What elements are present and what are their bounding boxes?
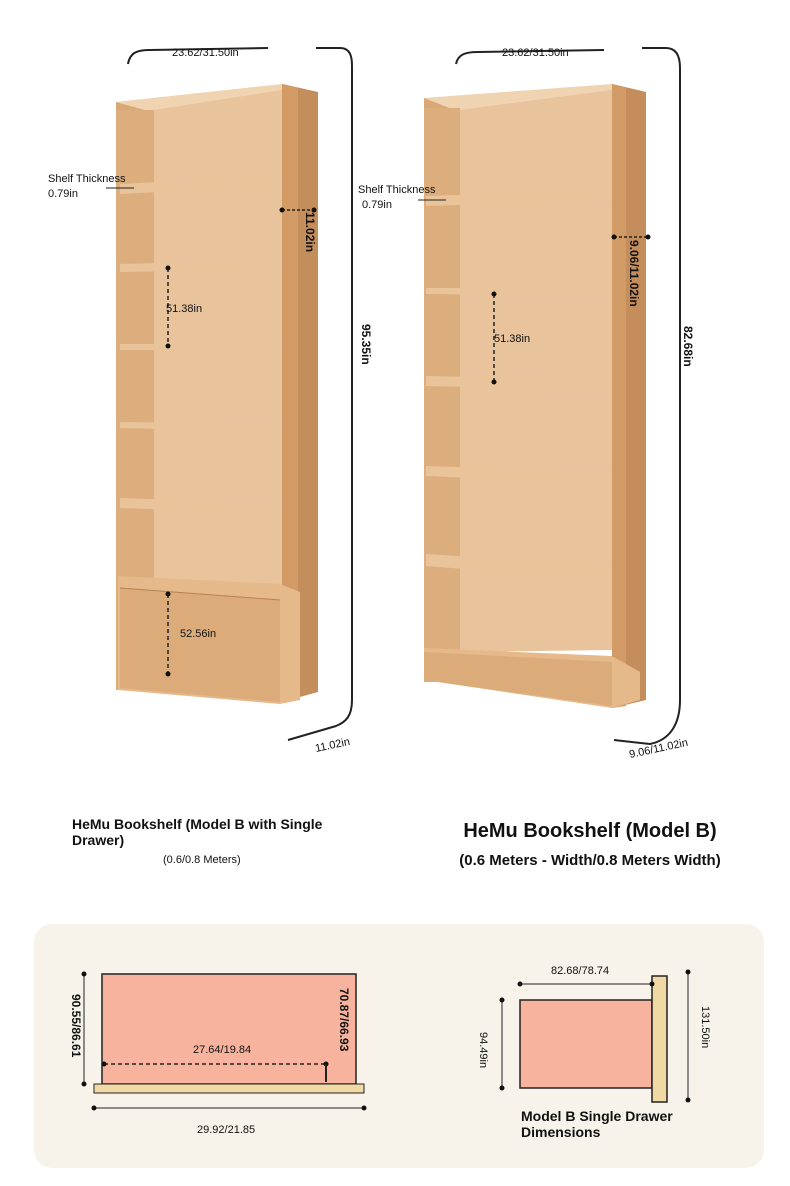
model-a-drawer-height-text: 52.56in	[180, 628, 217, 640]
model-a-shelf-gap-text: 51.38in	[166, 303, 203, 315]
model-b-shelf-gap-text: 51.38in	[494, 333, 531, 345]
model-a-caption-title: HeMu Bookshelf (Model B with Single Drawer)	[72, 816, 323, 848]
model-a-caption-sub: (0.6/0.8 Meters)	[163, 854, 241, 866]
drawer-right-height-text: 70.87/66.93	[337, 988, 351, 1052]
drawer-side-view	[500, 970, 691, 1103]
model-b-width-text: 23.62/31.50in	[502, 47, 569, 59]
drawer-side-top-width-text: 82.68/78.74	[551, 965, 610, 977]
model-a-height-text: 95.35in	[359, 324, 373, 365]
model-b-caption-sub: (0.6 Meters - Width/0.8 Meters Width)	[459, 852, 721, 869]
model-b-height-text: 82.68in	[681, 326, 695, 367]
model-a-width-text: 23.62/31.50in	[172, 47, 239, 59]
model-b-caption-title: HeMu Bookshelf (Model B)	[463, 820, 717, 842]
model-b-depth-bottom-text: 9.06/11.02in	[628, 736, 690, 761]
model-a-shelf-thickness-label: Shelf Thickness	[48, 173, 126, 185]
model-b-shelf-thickness-value: 0.79in	[362, 199, 392, 211]
bookshelf-model-a	[116, 84, 318, 704]
bookshelf-model-b	[424, 84, 646, 708]
model-a-depth-inner-text: 11.02in	[303, 212, 317, 253]
drawer-outer-width-text: 29.92/21.85	[197, 1124, 256, 1136]
drawer-side-inner-height-text: 94.49in	[477, 1032, 489, 1069]
drawer-diagram-title: Model B Single Drawer Dimensions	[521, 1108, 673, 1140]
model-a-shelf-thickness-value: 0.79in	[48, 188, 78, 200]
drawer-inner-width-text: 27.64/19.84	[193, 1044, 252, 1056]
drawer-left-height-text: 90.55/86.61	[69, 994, 83, 1058]
model-a-depth-bottom-text: 11.02in	[314, 735, 352, 755]
model-b-depth-inner-text: 9.06/11.02in	[627, 240, 641, 307]
drawer-side-outer-height-text: 131.50in	[699, 1006, 711, 1049]
drawer-front-view	[82, 972, 367, 1111]
model-b-shelf-thickness-label: Shelf Thickness	[358, 184, 436, 196]
